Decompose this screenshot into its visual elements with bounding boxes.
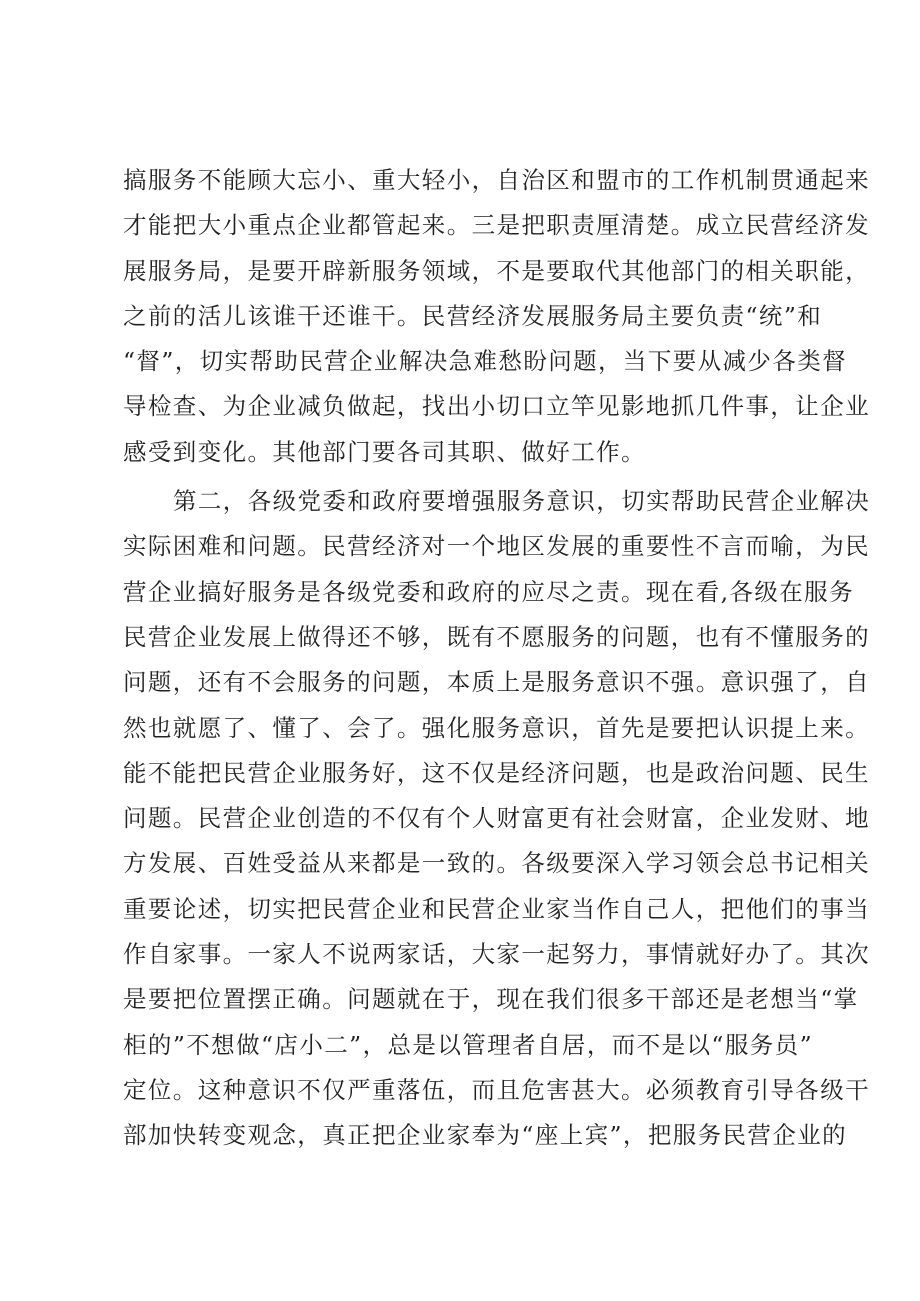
text-line: 感受到变化。其他部门要各司其职、做好工作。	[123, 437, 646, 466]
text-line: 搞服务不能顾大忘小、重大轻小，自治区和盟市的工作机制贯通起来	[123, 166, 870, 194]
text-line: 展服务局，是要开辟新服务领域，不是要取代其他部门的相关职能，	[123, 256, 870, 285]
paragraph-2	[123, 479, 871, 1158]
text-line: 定位。这种意识不仅严重落伍，而且危害甚大。必须教育引导各级干	[123, 1075, 870, 1104]
text-line: 问题，还有不会服务的问题，本质上是服务意识不强。意识强了，自	[123, 668, 870, 697]
text-line: 是要把位置摆正确。问题就在于，现在我们很多干部还是老想当“掌	[123, 985, 859, 1014]
text-line: 才能把大小重点企业都管起来。三是把职责厘清楚。成立民营经济发	[123, 211, 870, 240]
text-line: 营企业搞好服务是各级党委和政府的应尽之责。现在看,各级在服务	[123, 577, 854, 606]
body-text	[123, 158, 871, 1159]
text-line: 实际困难和问题。民营经济对一个地区发展的重要性不言而喻，为民	[123, 532, 870, 561]
text-line: 第二，各级党委和政府要增强服务意识，切实帮助民营企业解决	[173, 487, 871, 516]
text-line: 问题。民营企业创造的不仅有个人财富更有社会财富，企业发财、地	[123, 804, 870, 833]
text-line: 导检查、为企业减负做起，找出小切口立竿见影地抓几件事，让企业	[123, 392, 870, 421]
text-line: 能不能把民营企业服务好，这不仅是经济问题，也是政治问题、民生	[123, 758, 870, 787]
text-line: 之前的活儿该谁干还谁干。民营经济发展服务局主要负责“统”和	[123, 301, 823, 330]
text-line: 方发展、百姓受益从来都是一致的。各级要深入学习领会总书记相关	[123, 849, 870, 878]
text-line: 重要论述，切实把民营企业和民营企业家当作自己人，把他们的事当	[123, 894, 870, 923]
text-line: 部加快转变观念，真正把企业家奉为“座上宾”，把服务民营企业的	[123, 1121, 848, 1150]
paragraph-1	[123, 158, 870, 475]
text-line: 然也就愿了、懂了、会了。强化服务意识，首先是要把认识提上来。	[123, 713, 870, 742]
text-line: 作自家事。一家人不说两家话，大家一起努力，事情就好办了。其次	[123, 940, 870, 969]
text-line: 民营企业发展上做得还不够，既有不愿服务的问题，也有不懂服务的	[123, 622, 870, 651]
text-line: “督”，切实帮助民营企业解决急难愁盼问题，当下要从减少各类督	[123, 347, 848, 376]
text-line: 柜的”不想做“店小二”，总是以管理者自居，而不是以“服务员”	[123, 1030, 813, 1059]
